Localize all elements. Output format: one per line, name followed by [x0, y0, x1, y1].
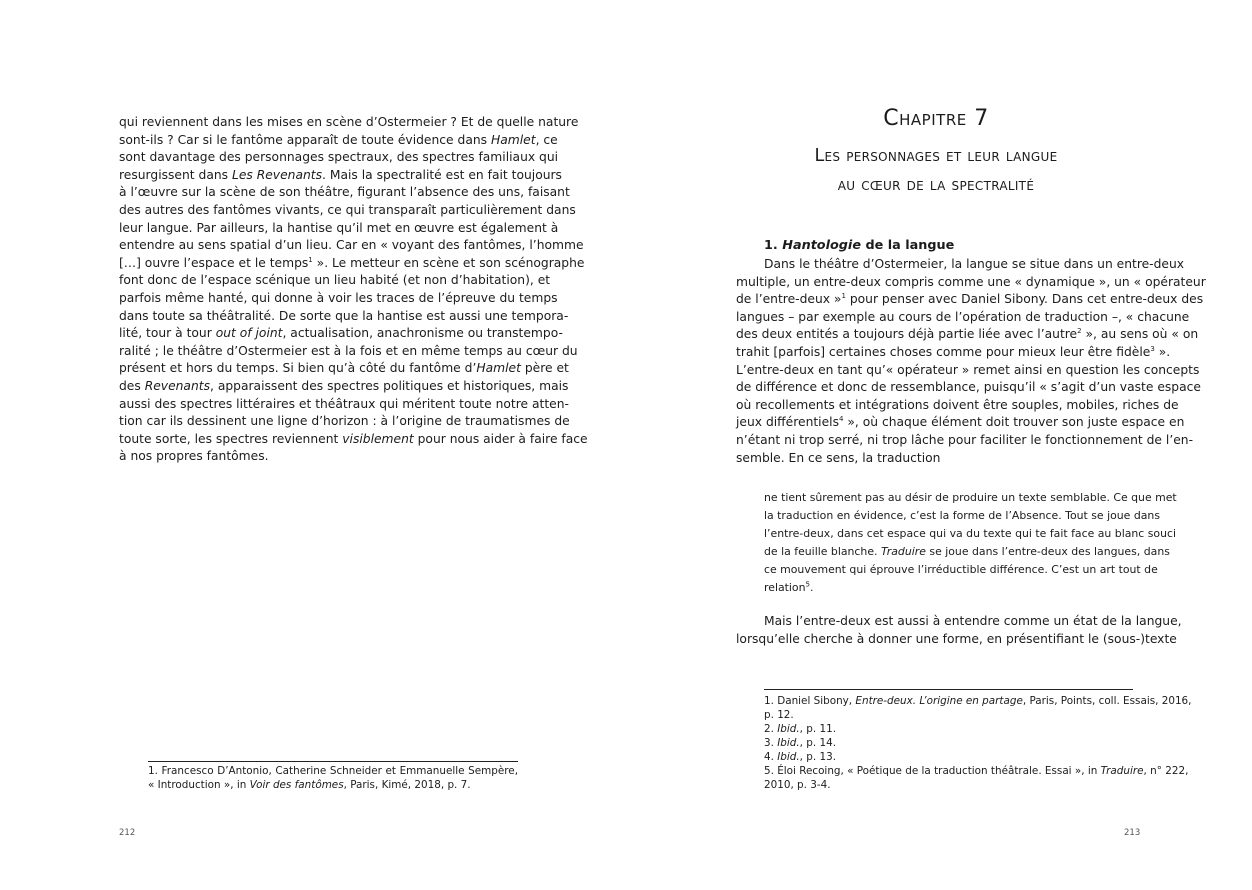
text-line: toute sorte, les spectres reviennent visiblement pour nous aider à faire face — [119, 431, 588, 446]
left-footnotes — [148, 764, 518, 792]
text-line: lité, tour à tour out of joint, actualisation, anachronisme ou transtempo- — [119, 326, 563, 341]
left-footnote-rule — [148, 761, 518, 762]
chapter-title-text: Chapitre 7 — [883, 106, 989, 131]
text-line: des deux entités a toujours déjà partie liée avec l’autre$^2$ », au sens où « on — [736, 327, 1199, 342]
text-line: l’entre-deux, dans cet espace qui va du texte qui te fait face au blanc souci — [764, 527, 1176, 540]
footnote-line: p. 12. — [764, 709, 794, 721]
block-quote — [764, 489, 1177, 597]
chapter-subtitle-line2: au cœur de la spectralité — [837, 175, 1035, 195]
chapter-subtitle — [736, 142, 1136, 200]
text-line: ralité ; le théâtre d’Ostermeier est à la fois et en même temps au cœur du — [119, 343, 578, 358]
text-line: lorsqu’elle cherche à donner une forme, en présentifiant le (sous-)texte — [736, 631, 1177, 646]
text-line: la traduction en évidence, c’est la forme de l’Absence. Tout se joue dans — [764, 509, 1161, 522]
text-line: de l’entre-deux »$^1$ pour penser avec Daniel Sibony. Dans cet entre-deux des — [736, 292, 1204, 307]
text-line: de la feuille blanche. Traduire se joue dans l’entre-deux des langues, dans — [764, 545, 1170, 558]
text-line: de différence et donc de ressemblance, puisqu’il « s’agit d’un vaste espace — [736, 380, 1201, 395]
text-line: ce mouvement qui éprouve l’irréductible différence. C’est un art tout de — [764, 563, 1158, 576]
text-line: Mais l’entre-deux est aussi à entendre comme un état de la langue, — [764, 614, 1182, 628]
text-line: ne tient sûrement pas au désir de produire un texte semblable. Ce que met — [764, 491, 1177, 504]
text-line: parfois même hanté, qui donne à voir les traces de l’épreuve du temps — [119, 290, 558, 305]
footnote-line: « Introduction », in Voir des fantômes, Paris, Kimé, 2018, p. 7. — [148, 779, 471, 791]
text-line: n’étant ni trop serré, ni trop lâche pour faciliter le fonctionnement de l’en- — [736, 432, 1194, 447]
right-footnotes — [764, 694, 1192, 792]
text-line: font donc de l’espace scénique un lieu habité (et non d’habitation), et — [119, 273, 551, 288]
left-body-text — [119, 114, 588, 466]
text-line: entendre au sens spatial d’un lieu. Car en « voyant des fantômes, l’homme — [119, 238, 584, 253]
text-line: relation$^5$. — [764, 580, 814, 594]
text-line: à nos propres fantômes. — [119, 449, 269, 464]
text-line: des autres des fantômes vivants, ce qui transparaît particulièrement dans — [119, 202, 576, 217]
footnote-line: 5. Éloi Recoing, « Poétique de la traduction théâtrale. Essai », in Traduire, n° 222, — [764, 765, 1189, 777]
text-line: jeux différentiels$^4$ », où chaque élément doit trouver son juste espace en — [736, 415, 1185, 430]
footnote-line: 3. Ibid., p. 14. — [764, 737, 837, 749]
text-line: des Revenants, apparaissent des spectres politiques et historiques, mais — [119, 378, 569, 393]
text-line: […] ouvre l’espace et le temps$^1$ ». Le metteur en scène et son scénographe — [119, 255, 585, 270]
text-line: où recollements et intégrations doivent être souples, mobiles, riches de — [736, 397, 1179, 412]
text-line: présent et hors du temps. Si bien qu’à côté du fantôme d’Hamlet père et — [119, 361, 569, 376]
text-line: qui reviennent dans les mises en scène d’Ostermeier ? Et de quelle nature — [119, 115, 579, 129]
footnote-line: 2. Ibid., p. 11. — [764, 723, 837, 735]
text-line: tion car ils dessinent une ligne d’horizon : à l’origine de traumatismes de — [119, 414, 570, 429]
right-page — [626, 0, 1252, 890]
right-body-text — [736, 256, 1206, 467]
section-heading: 1. Hantologie de la langue — [764, 238, 955, 253]
footnote-line: 1. Daniel Sibony, Entre-deux. L’origine en partage, Paris, Points, coll. Essais, 2016, — [764, 695, 1192, 707]
footnote-line: 4. Ibid., p. 13. — [764, 751, 837, 763]
text-line: Dans le théâtre d’Ostermeier, la langue se situe dans un entre-deux — [764, 257, 1185, 271]
text-line: aussi des spectres littéraires et théâtraux qui méritent toute notre atten- — [119, 396, 569, 411]
text-line: trahit [parfois] certaines choses comme pour mieux leur être fidèle$^3$ ». — [736, 344, 1171, 359]
text-line: à l’œuvre sur la scène de son théâtre, figurant l’absence des uns, faisant — [119, 185, 570, 200]
right-footnote-rule — [764, 689, 1133, 690]
right-body-after-quote — [736, 613, 1182, 648]
text-line: leur langue. Par ailleurs, la hantise qu’il met en œuvre est également à — [119, 220, 559, 235]
text-line: dans toute sa théâtralité. De sorte que la hantise est aussi une tempora- — [119, 308, 569, 323]
chapter-title — [736, 106, 1136, 131]
page-number-right: 213 — [1124, 828, 1141, 838]
footnote-line: 1. Francesco D’Antonio, Catherine Schneider et Emmanuelle Sempère, — [148, 765, 518, 777]
page-number-left: 212 — [119, 828, 136, 838]
text-line: sont-ils ? Car si le fantôme apparaît de toute évidence dans Hamlet, ce — [119, 132, 558, 147]
chapter-subtitle-line1: Les personnages et leur langue — [814, 146, 1058, 166]
text-line: semble. En ce sens, la traduction — [736, 450, 941, 465]
text-line: sont davantage des personnages spectraux, des spectres familiaux qui — [119, 150, 559, 165]
text-line: L’entre-deux en tant qu’« opérateur » remet ainsi en question les concepts — [736, 362, 1200, 377]
text-line: langues – par exemple au cours de l’opération de traduction –, « chacune — [736, 309, 1190, 324]
text-line: multiple, un entre-deux compris comme une « dynamique », un « opérateur — [736, 274, 1206, 289]
footnote-line: 2010, p. 3-4. — [764, 779, 831, 791]
text-line: resurgissent dans Les Revenants. Mais la spectralité est en fait toujours — [119, 167, 562, 182]
